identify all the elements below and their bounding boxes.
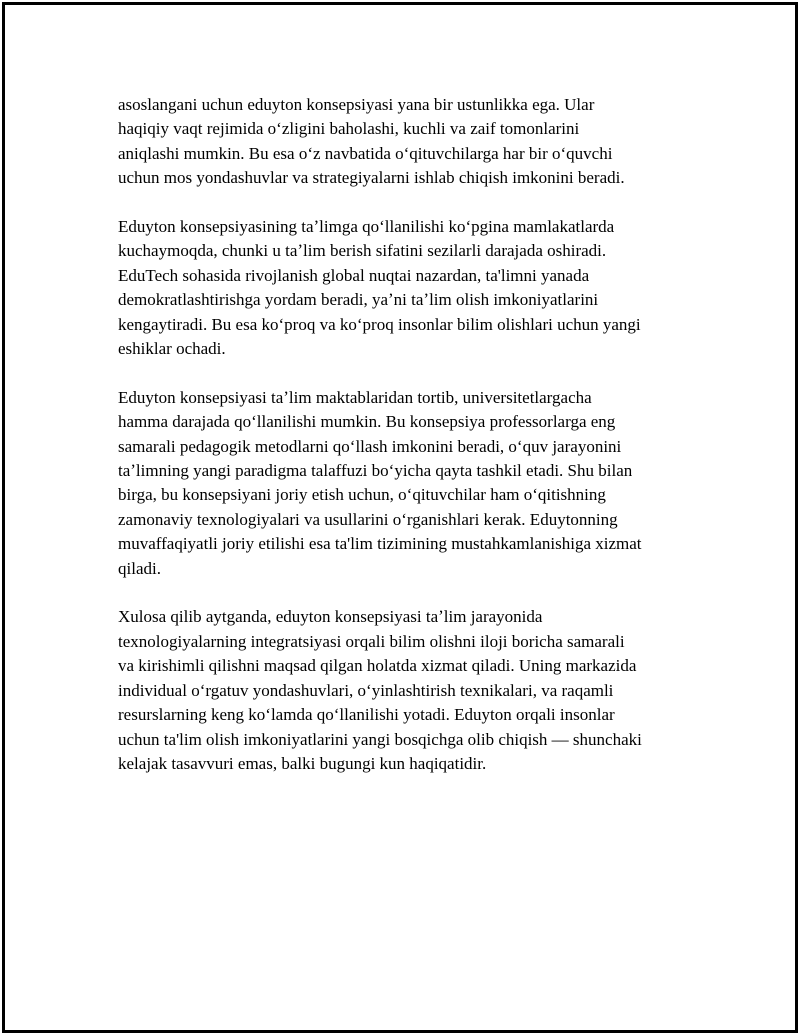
- text-line: va kirishimli qilishni maqsad qilgan holatda xizmat qiladi. Uning markazida: [118, 656, 637, 676]
- text-line: birga, bu konsepsiyani joriy etish uchun, oʻqituvchilar ham oʻqitishning: [118, 485, 606, 505]
- text-line: eshiklar ochadi.: [118, 339, 226, 359]
- text-line: Eduyton konsepsiyasining taʼlimga qoʻllanilishi koʻpgina mamlakatlarda: [118, 217, 615, 237]
- text-line: EduTech sohasida rivojlanish global nuqtai nazardan, ta'limni yanada: [118, 265, 590, 285]
- text-line: kuchaymoqda, chunki u taʼlim berish sifatini sezilarli darajada oshiradi.: [118, 241, 607, 261]
- paragraph-2: [118, 215, 698, 361]
- text-line: samarali pedagogik metodlarni qoʻllash imkonini beradi, oʻquv jarayonini: [118, 436, 622, 456]
- text-line: Eduyton konsepsiyasi taʼlim maktablaridan tortib, universitetlargacha: [118, 387, 592, 407]
- text-line: taʼlimning yangi paradigma talaffuzi boʻyicha qayta tashkil etadi. Shu bilan: [118, 461, 633, 481]
- text-line: resurslarning keng koʻlamda qoʻllanilishi yotadi. Eduyton orqali insonlar: [118, 705, 615, 725]
- paragraph-4: [118, 605, 698, 776]
- document-body: [118, 93, 698, 801]
- text-line: kengaytiradi. Bu esa koʻproq va koʻproq insonlar bilim olishlari uchun yangi: [118, 314, 641, 334]
- text-line: individual oʻrgatuv yondashuvlari, oʻyinlashtirish texnikalari, va raqamli: [118, 680, 614, 700]
- text-line: haqiqiy vaqt rejimida oʻzligini baholashi, kuchli va zaif tomonlarini: [118, 119, 580, 139]
- text-line: qiladi.: [118, 558, 161, 578]
- paragraph-3: [118, 386, 698, 581]
- text-line: hamma darajada qoʻllanilishi mumkin. Bu konsepsiya professorlarga eng: [118, 412, 616, 432]
- paragraph-1: [118, 93, 698, 191]
- text-line: muvaffaqiyatli joriy etilishi esa ta'lim tizimining mustahkamlanishiga xizmat: [118, 534, 642, 554]
- text-line: demokratlashtirishga yordam beradi, yaʼni taʼlim olish imkoniyatlarini: [118, 290, 599, 310]
- text-line: Xulosa qilib aytganda, eduyton konsepsiyasi taʼlim jarayonida: [118, 607, 543, 627]
- text-line: kelajak tasavvuri emas, balki bugungi kun haqiqatidir.: [118, 753, 487, 773]
- text-line: uchun mos yondashuvlar va strategiyalarni ishlab chiqish imkonini beradi.: [118, 168, 625, 188]
- text-line: zamonaviy texnologiyalari va usullarini oʻrganishlari kerak. Eduytonning: [118, 509, 618, 529]
- text-line: texnologiyalarning integratsiyasi orqali bilim olishni iloji boricha samarali: [118, 631, 625, 651]
- text-line: uchun ta'lim olish imkoniyatlarini yangi bosqichga olib chiqish — shunchaki: [118, 729, 642, 749]
- text-line: aniqlashi mumkin. Bu esa oʻz navbatida oʻqituvchilarga har bir oʻquvchi: [118, 143, 613, 163]
- text-line: asoslangani uchun eduyton konsepsiyasi yana bir ustunlikka ega. Ular: [118, 95, 595, 114]
